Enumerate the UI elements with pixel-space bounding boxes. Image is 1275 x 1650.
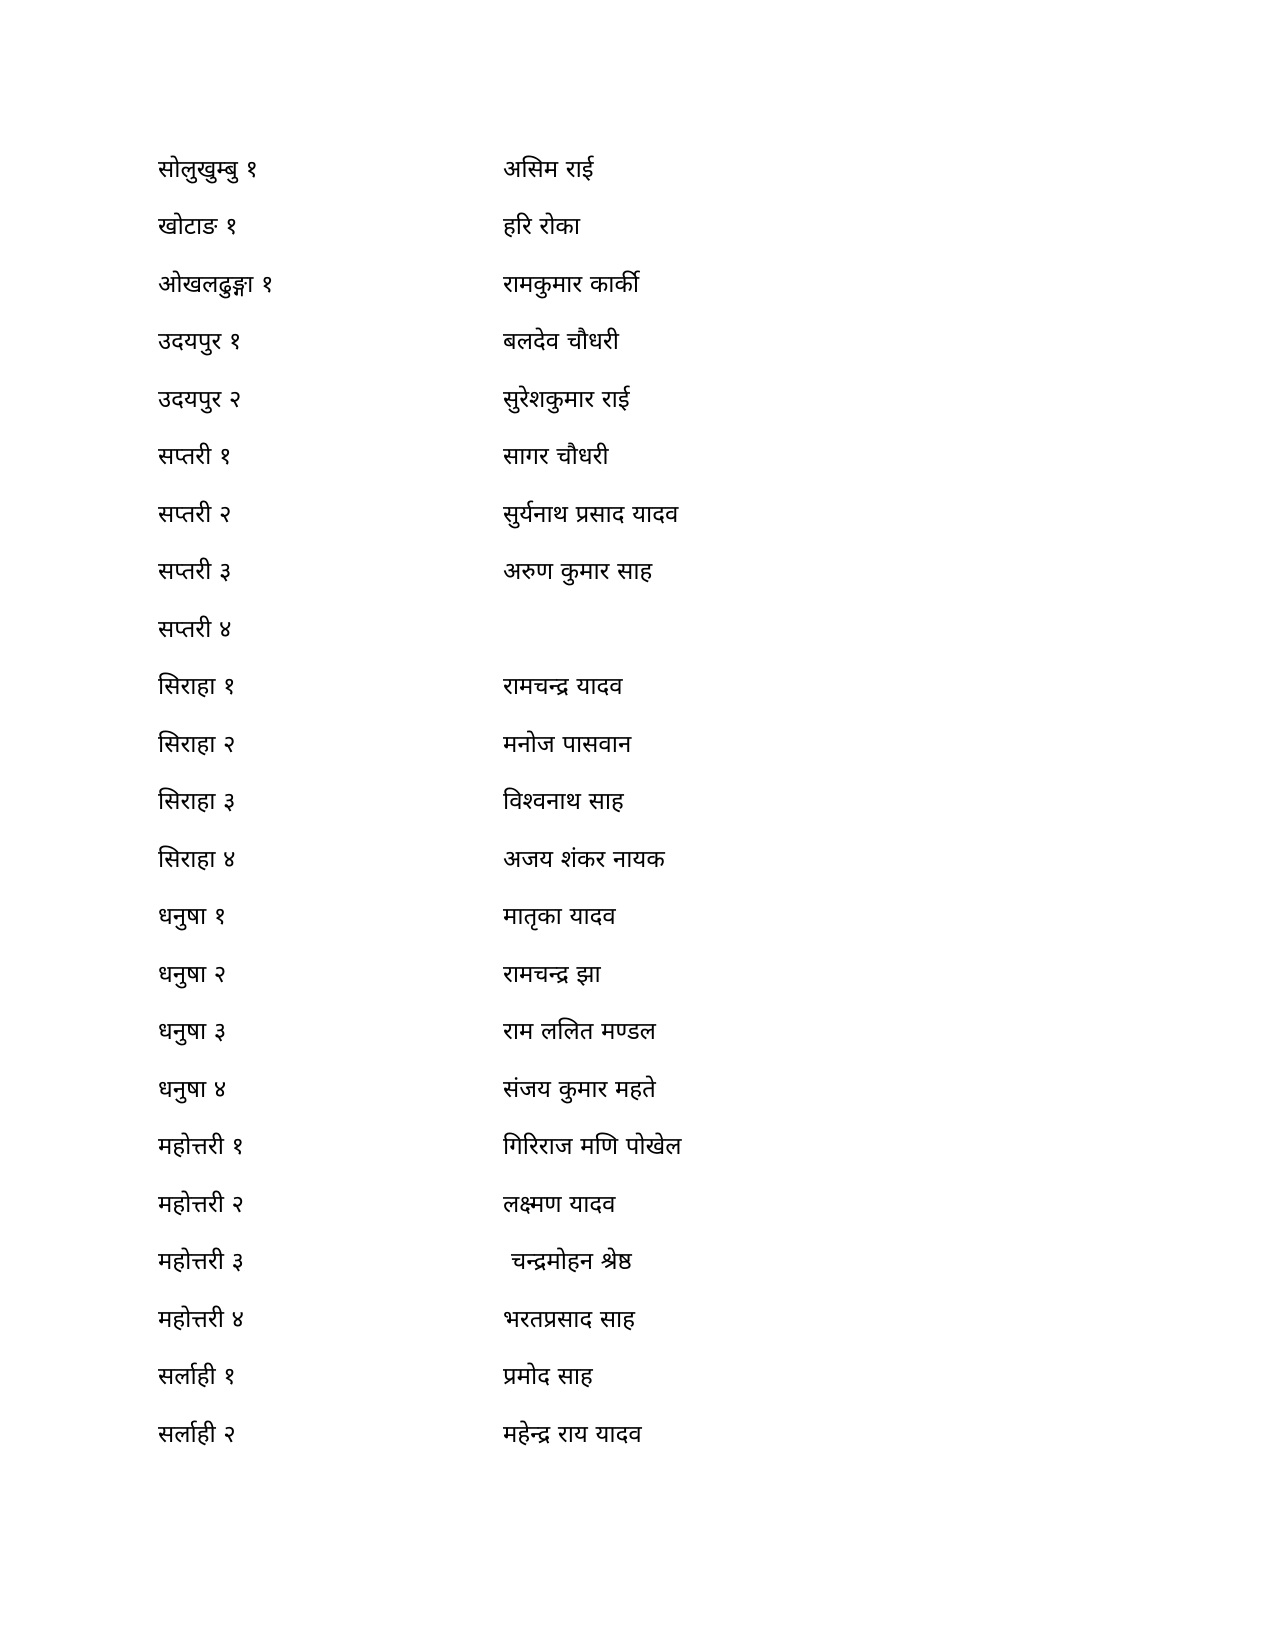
member-name: सुर्यनाथ प्रसाद यादव [503, 499, 679, 528]
list-item [158, 1290, 1118, 1348]
constituency-name: धनुषा २ [158, 959, 227, 988]
member-name: लक्ष्मण यादव [503, 1189, 616, 1218]
list-item [158, 428, 1118, 486]
member-name: महेन्द्र राय यादव [503, 1419, 642, 1448]
constituency-name: सिराहा १ [158, 672, 236, 701]
member-name: मातृका यादव [503, 902, 616, 931]
constituency-name: सप्तरी ३ [158, 557, 232, 586]
constituency-name: सप्तरी १ [158, 442, 232, 471]
constituency-name: ओखलढुङ्गा १ [158, 269, 274, 298]
list-item [158, 945, 1118, 1003]
constituency-name: खोटाङ १ [158, 212, 238, 241]
list-item [158, 198, 1118, 256]
list-item [158, 600, 1118, 658]
list-item [158, 1003, 1118, 1061]
member-name: चन्द्रमोहन श्रेष्ठ [511, 1247, 632, 1276]
member-name: संजय कुमार महते [503, 1074, 656, 1103]
constituency-member-list [158, 140, 1118, 1463]
member-name: प्रमोद साह [503, 1362, 593, 1391]
member-name: राम ललित मण्डल [503, 1017, 656, 1046]
constituency-name: महोत्तरी ३ [158, 1247, 245, 1276]
member-name: भरतप्रसाद साह [503, 1304, 636, 1333]
list-item [158, 255, 1118, 313]
member-name: हरि रोका [503, 212, 581, 241]
constituency-name: धनुषा ४ [158, 1074, 227, 1103]
constituency-name: उदयपुर १ [158, 327, 242, 356]
member-name: गिरिराज मणि पोखेल [503, 1132, 682, 1161]
list-item [158, 485, 1118, 543]
constituency-name: सोलुखुम्बु १ [158, 154, 258, 183]
list-item [158, 1175, 1118, 1233]
member-name: सागर चौधरी [503, 442, 609, 471]
constituency-name: सिराहा ३ [158, 787, 236, 816]
list-item [158, 543, 1118, 601]
constituency-name: सर्लाही २ [158, 1419, 236, 1448]
constituency-name: सप्तरी ४ [158, 614, 232, 643]
member-name: अजय शंकर नायक [503, 844, 665, 873]
member-name: रामचन्द्र यादव [503, 672, 623, 701]
constituency-name: उदयपुर २ [158, 384, 242, 413]
list-item [158, 773, 1118, 831]
constituency-name: महोत्तरी ४ [158, 1304, 245, 1333]
list-item [158, 658, 1118, 716]
member-name: रामकुमार कार्की [503, 269, 640, 298]
list-item [158, 1233, 1118, 1291]
list-item [158, 830, 1118, 888]
constituency-name: महोत्तरी १ [158, 1132, 245, 1161]
constituency-name: सिराहा ४ [158, 844, 236, 873]
member-name: विश्वनाथ साह [503, 787, 624, 816]
member-name: मनोज पासवान [503, 729, 632, 758]
list-item [158, 140, 1118, 198]
constituency-name: महोत्तरी २ [158, 1189, 245, 1218]
list-item [158, 715, 1118, 773]
member-name: बलदेव चौधरी [503, 327, 619, 356]
list-item [158, 370, 1118, 428]
member-name: अरुण कुमार साह [503, 557, 653, 586]
list-item [158, 1405, 1118, 1463]
member-name: रामचन्द्र झा [503, 959, 601, 988]
list-item [158, 1060, 1118, 1118]
list-item [158, 313, 1118, 371]
constituency-name: धनुषा ३ [158, 1017, 227, 1046]
member-name: असिम राई [503, 154, 594, 183]
constituency-name: सिराहा २ [158, 729, 236, 758]
constituency-name: सर्लाही १ [158, 1362, 236, 1391]
list-item [158, 1348, 1118, 1406]
list-item [158, 888, 1118, 946]
constituency-name: सप्तरी २ [158, 499, 232, 528]
constituency-name: धनुषा १ [158, 902, 227, 931]
list-item [158, 1118, 1118, 1176]
member-name: सुरेशकुमार राई [503, 384, 630, 413]
